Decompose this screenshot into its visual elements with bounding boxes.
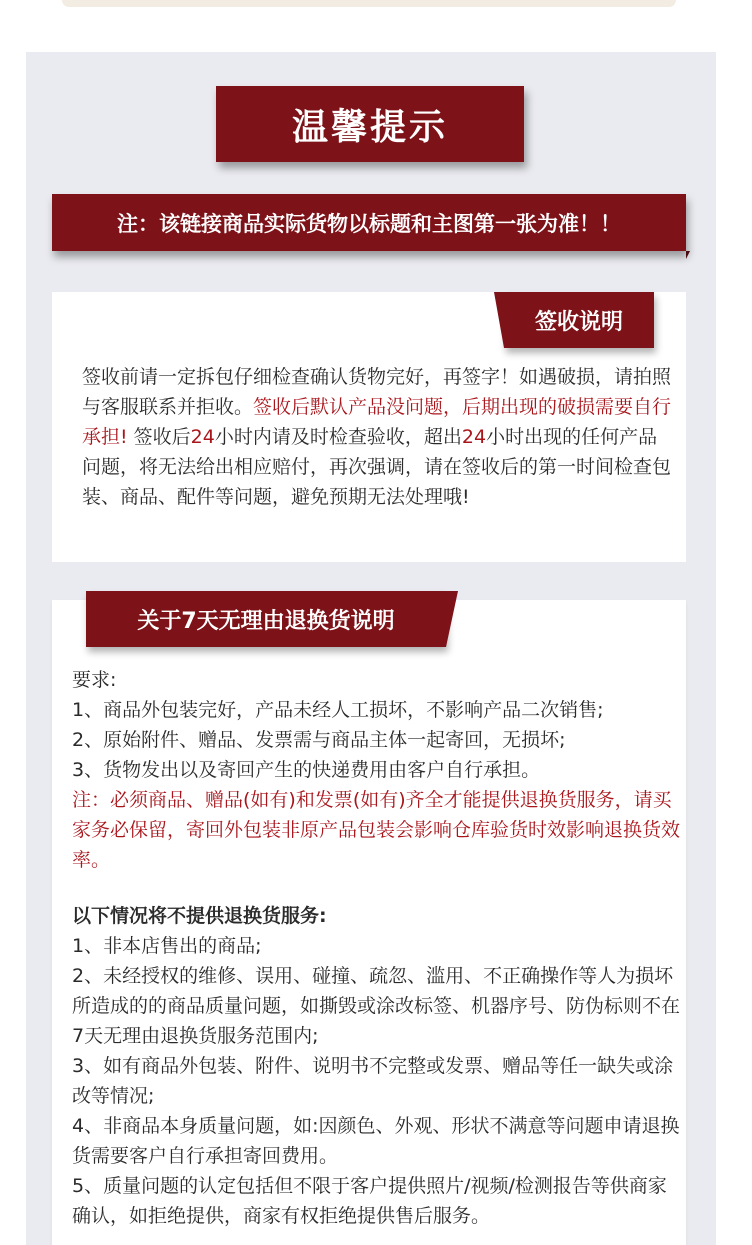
sign-text-4: 小时出现的任何产品问题，将无法给出相应赔付，再次强调，请在签收后的第一时间检查包装、商品、配件等问题，避免预期无法处理哦! [82, 426, 672, 508]
top-strip [62, 0, 676, 7]
sign-hours-1: 24 [190, 426, 215, 448]
sign-text-3: 小时内请及时检查验收，超出 [214, 426, 462, 448]
exclusions-list [72, 901, 682, 1231]
notice-banner: 注：该链接商品实际货物以标题和主图第一张为准！！ [52, 194, 686, 251]
exclusion-item: 2、未经授权的维修、误用、碰撞、疏忽、滥用、不正确操作等人为损坏所造成的的商品质量问题，如撕毁或涂改标签、机器序号、防伪标则不在7天无理由退换货服务范围内; [72, 965, 681, 1047]
requirements-heading: 要求: [72, 669, 117, 691]
sign-hours-2: 24 [461, 426, 487, 448]
page-title: 温馨提示 [216, 86, 524, 162]
requirement-item: 2、原始附件、赠品、发票需与商品主体一起寄回，无损坏; [72, 729, 566, 751]
requirement-item: 3、货物发出以及寄回产生的快递费用由客户自行承担。 [72, 759, 541, 781]
requirements-list [72, 665, 682, 875]
exclusion-item: 5、质量问题的认定包括但不限于客户提供照片/视频/检测报告等供商家确认，如拒绝提供，商家有权拒绝提供售后服务。 [72, 1175, 667, 1227]
exclusion-item: 1、非本店售出的商品; [72, 935, 262, 957]
exclusion-item: 4、非商品本身质量问题，如:因颜色、外观、形状不满意等问题申请退换货需要客户自行承担寄回费用。 [72, 1115, 680, 1167]
sign-tag: 签收说明 [504, 292, 654, 348]
sign-warning: 签收后默认产品没问题，后期出现的破损需要自行承担! [82, 396, 672, 448]
exclusion-item: 3、如有商品外包装、附件、说明书不完整或发票、赠品等任一缺失或涂改等情况; [72, 1055, 674, 1107]
returns-note: 注：必须商品、赠品(如有)和发票(如有)齐全才能提供退换货服务，请买家务必保留，寄回外包装非原产品包装会影响仓库验货时效影响退换货效率。 [72, 789, 681, 871]
sign-text-2: 签收后 [127, 426, 191, 448]
sign-text-1: 签收前请一定拆包仔细检查确认货物完好，再签字！如遇破损，请拍照与客服联系并拒收。 [82, 366, 672, 418]
sign-text [82, 362, 672, 512]
requirement-item: 1、商品外包装完好，产品未经人工损坏，不影响产品二次销售; [72, 699, 604, 721]
returns-tag: 关于7天无理由退换货说明 [86, 591, 446, 647]
exclusions-heading: 以下情况将不提供退换货服务: [72, 905, 327, 927]
